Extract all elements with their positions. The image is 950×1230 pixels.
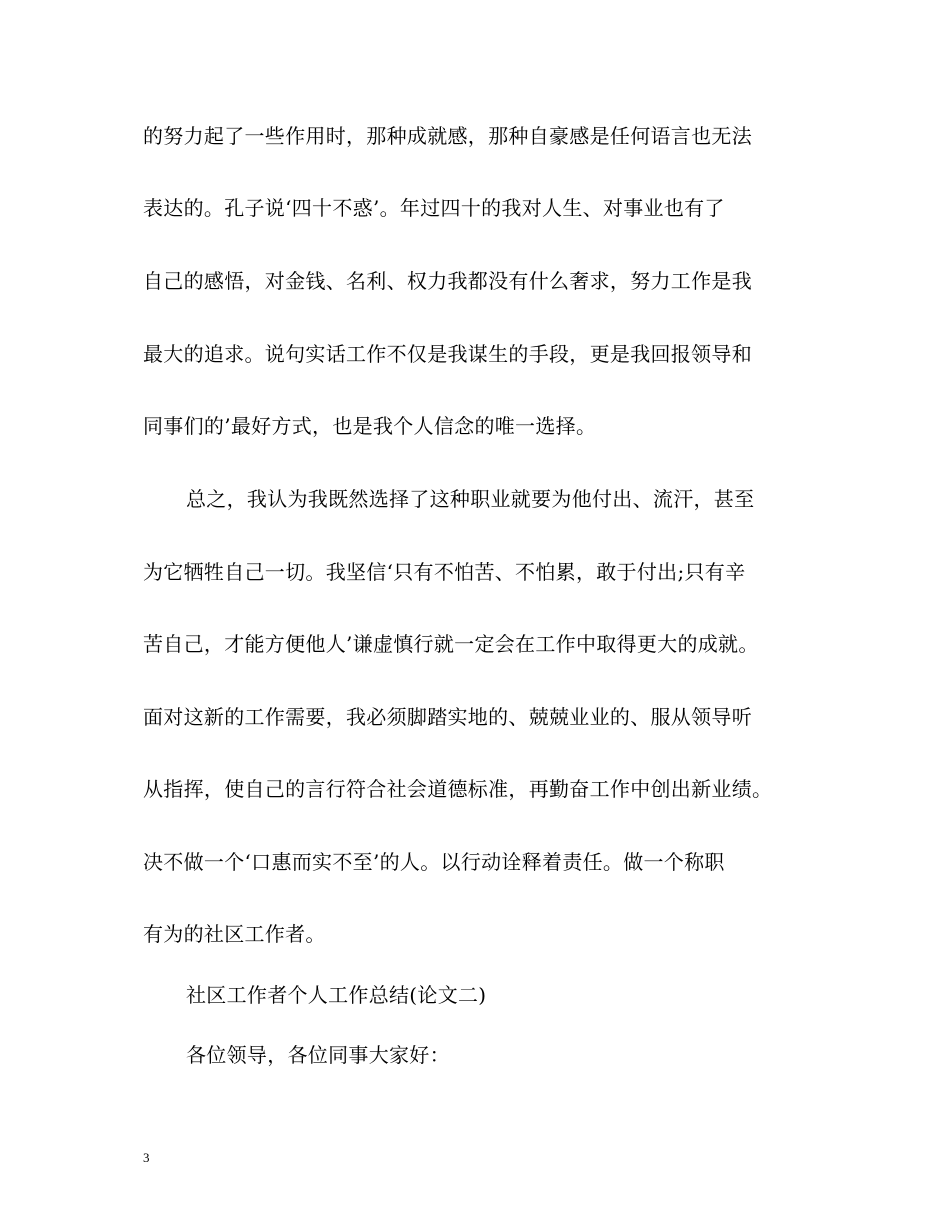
text-line: 决不做一个‘口惠而实不至’的人。以行动诠释着责任。做一个称职: [143, 850, 725, 874]
page-number: 3: [143, 1150, 150, 1165]
text-line: 面对这新的工作需要，我必须脚踏实地的、兢兢业业的、服从领导听: [143, 705, 752, 729]
text-line: 苦自己，才能方便他人’谦虚慎行就一定会在工作中取得更大的成就。: [143, 632, 759, 656]
text-line: 的努力起了一些作用时，那种成就感，那种自豪感是任何语言也无法: [143, 124, 752, 148]
text-line: 有为的社区工作者。: [143, 922, 326, 946]
text-line: 从指挥，使自己的言行符合社会道德标准，再勤奋工作中创出新业绩。: [143, 777, 773, 801]
text-line: 为它牺牲自己一切。我坚信‘只有不怕苦、不怕累，敢于付出;只有辛: [143, 560, 746, 584]
text-line: 最大的追求。说句实话工作不仅是我谋生的手段，更是我回报领导和: [143, 342, 752, 366]
text-line: 自己的感悟，对金钱、名利、权力我都没有什么奢求，努力工作是我: [143, 269, 752, 293]
paragraph-start-line: 总之，我认为我既然选择了这种职业就要为他付出、流汗，甚至: [186, 487, 755, 511]
section-heading: 社区工作者个人工作总结(论文二): [186, 983, 487, 1007]
greeting-line: 各位领导，各位同事大家好：: [186, 1043, 450, 1067]
text-line: 表达的。孔子说‘四十不惑’。年过四十的我对人生、对事业也有了: [143, 196, 725, 220]
text-line: 同事们的’最好方式，也是我个人信念的唯一选择。: [143, 414, 597, 438]
